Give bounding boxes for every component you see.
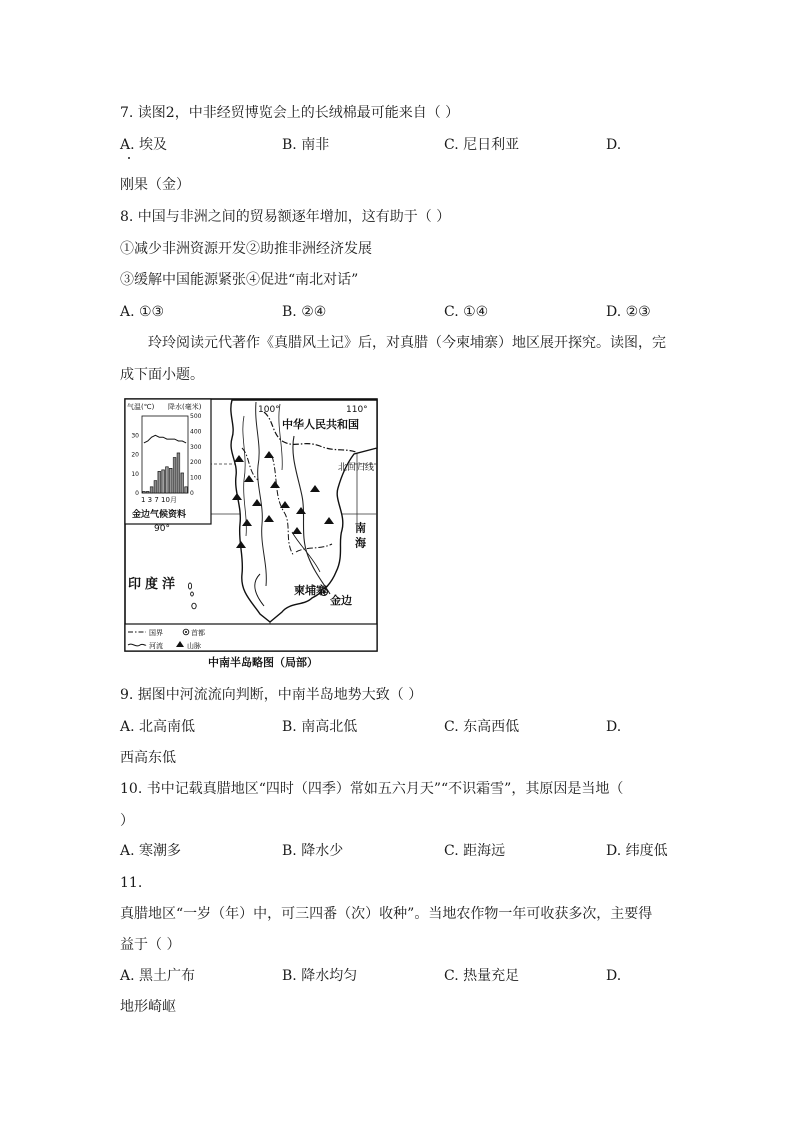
map-caption: 中南半岛略图（局部） <box>208 656 318 669</box>
climate-chart-inset <box>125 399 211 524</box>
precip-tick-label: 500 <box>190 413 202 420</box>
q7-stem: 7. 读图2，中非经贸博览会上的长绒棉最可能来自（ ） <box>120 105 460 121</box>
q7-option-b: B. 南非 <box>282 137 330 153</box>
q7-option-d-text: 刚果（金） <box>120 177 190 193</box>
q9-option-d-text: 西高东低 <box>120 750 176 766</box>
q11-option-b: B. 降水均匀 <box>282 968 358 984</box>
precip-tick-label: 200 <box>190 459 202 467</box>
q10-option-d: D. 纬度低 <box>606 843 668 859</box>
precip-tick-label: 300 <box>190 443 202 451</box>
temp-tick-label: 20 <box>131 451 139 459</box>
intro-line-2: 成下面小题。 <box>120 367 204 383</box>
legend-capital: 首都 <box>191 629 205 637</box>
precip-tick-label: 400 <box>190 428 202 436</box>
temp-tick-label: 30 <box>131 432 139 440</box>
climate-precip-label: 降水(毫米) <box>168 403 202 411</box>
temp-tick-label: 10 <box>131 470 139 478</box>
q10-option-c: C. 距海远 <box>444 843 506 859</box>
q11-option-a: A. 黑土广布 <box>120 968 196 984</box>
tropic-label: 北回归线 <box>338 463 375 473</box>
south-sea-label: 南海 <box>353 522 367 552</box>
q9-stem: 9. 据图中河流流向判断，中南半岛地势大致（ ） <box>120 687 423 703</box>
q7-option-a: A. 埃及 <box>120 137 168 153</box>
q9-option-c: C. 东高西低 <box>444 719 520 735</box>
precip-bar <box>166 467 169 493</box>
q10-option-a: A. 寒潮多 <box>120 843 182 859</box>
precip-bar <box>177 453 180 493</box>
q9-option-d: D. <box>606 719 622 735</box>
q9-option-a: A. 北高南低 <box>120 719 196 735</box>
q8-statements-2: ③缓解中国能源紧张④促进“南北对话” <box>120 272 359 288</box>
climate-months-label: 1 3 7 10月 <box>141 496 177 504</box>
lon-90-label: 90° <box>154 524 170 534</box>
q8-stem: 8. 中国与非洲之间的贸易额逐年增加，这有助于（ ） <box>120 209 451 225</box>
precip-bar <box>162 470 165 493</box>
precip-tick-label: 100 <box>190 474 202 482</box>
intro-line-1: 玲玲阅读元代著作《真腊风土记》后，对真腊（今柬埔寨）地区展开探究。读图，完 <box>148 335 666 351</box>
cambodia-label: 柬埔寨 <box>294 584 327 597</box>
q8-option-b: B. ②④ <box>282 304 327 320</box>
q11-stem: 真腊地区“一岁（年）中，可三四番（次）收种”。当地农作物一年可收获多次，主要得 <box>120 906 653 922</box>
temp-tick-label: 0 <box>135 490 139 497</box>
q11-option-d-text: 地形崎岖 <box>120 999 176 1015</box>
country-china-label: 中华人民共和国 <box>282 418 359 431</box>
q7-option-c: C. 尼日利亚 <box>444 137 520 153</box>
q10-stem: 10. 书中记载真腊地区“四时（四季）常如五六月天”“不识霜雪”，其原因是当地（ <box>120 781 624 797</box>
climate-temp-label: 气温(℃) <box>127 403 155 411</box>
jinbian-label: 金边 <box>330 594 352 607</box>
q11-option-d: D. <box>606 968 622 984</box>
q10-option-b: B. 降水少 <box>282 843 344 859</box>
precip-bar <box>181 473 184 493</box>
q8-option-a: A. ①③ <box>120 304 165 320</box>
q8-option-d: D. ②③ <box>606 304 651 320</box>
precip-bar <box>143 491 146 493</box>
q8-statements-1: ①减少非洲资源开发②助推非洲经济发展 <box>120 241 372 257</box>
lon-100-label: 100° <box>258 405 280 415</box>
climate-title: 金边气候资料 <box>132 510 187 520</box>
legend-mountain: 山脉 <box>187 642 201 650</box>
map-legend <box>125 624 377 651</box>
q8-option-c: C. ①④ <box>444 304 489 320</box>
precip-bar <box>146 491 149 493</box>
precip-bar <box>185 487 188 493</box>
legend-border: 国界 <box>149 629 163 637</box>
q11-number: 11. <box>120 875 143 891</box>
q7-option-d: D. <box>606 137 622 153</box>
indian-ocean-label: 印度洋 <box>128 577 180 592</box>
indochina-map <box>124 396 380 672</box>
q10-stem-cont: ） <box>120 813 134 829</box>
precip-bar <box>173 458 176 493</box>
precip-bar <box>154 481 157 493</box>
legend-river: 河流 <box>149 642 163 650</box>
precip-bar <box>158 471 161 493</box>
q9-option-b: B. 南高北低 <box>282 719 358 735</box>
q11-option-c: C. 热量充足 <box>444 968 520 984</box>
lon-110-label: 110° <box>346 405 368 415</box>
q11-stem-cont: 益于（ ） <box>120 937 181 953</box>
precip-bar <box>169 468 172 493</box>
emphasis-dot <box>128 157 130 159</box>
precip-tick-label: 0 <box>190 490 194 497</box>
precip-bar <box>150 487 153 493</box>
